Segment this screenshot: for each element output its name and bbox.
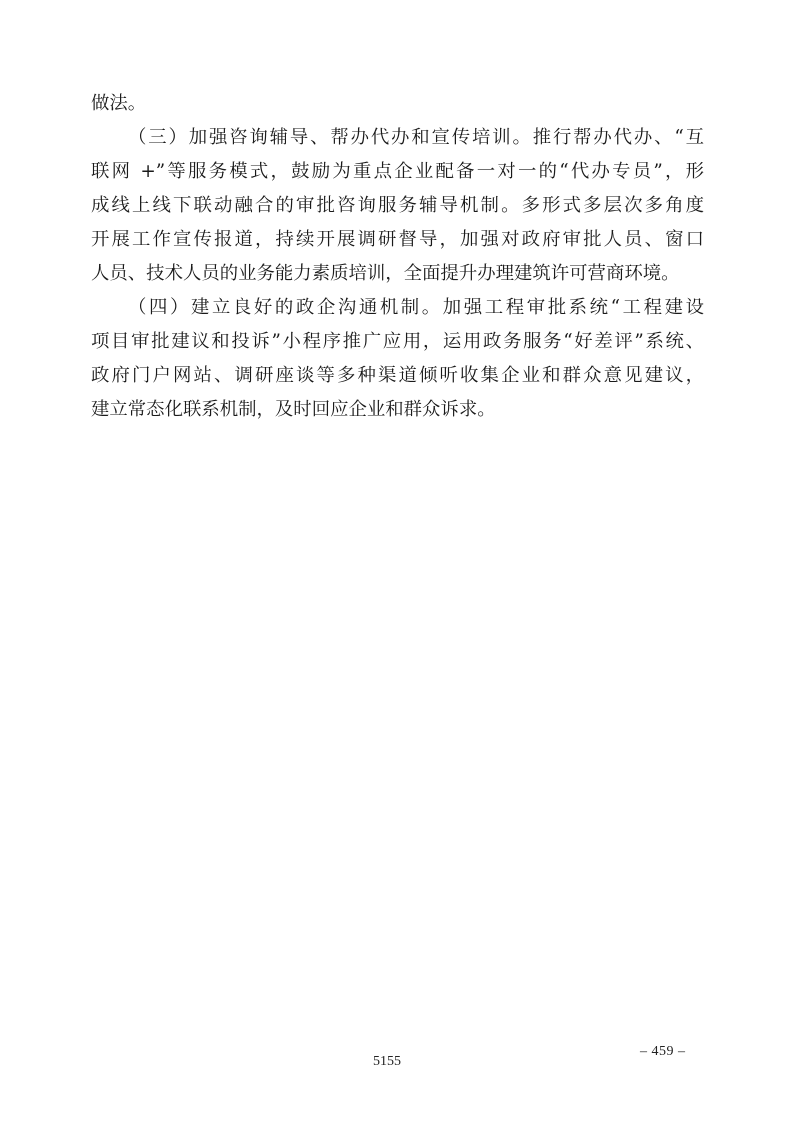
paragraph-heading-line: （三）加强咨询辅导、帮办代办和宣传培训。推行帮办代办、“互: [128, 127, 704, 148]
text-line: 政府门户网站、调研座谈等多种渠道倾听收集企业和群众意见建议，: [91, 365, 704, 386]
page-number-right: – 459 –: [640, 1044, 686, 1059]
body-text: [91, 87, 704, 427]
text-line: 人员、技术人员的业务能力素质培训，全面提升办理建筑许可营商环境。: [91, 263, 680, 284]
text-line: 建立常态化联系机制，及时回应企业和群众诉求。: [91, 399, 496, 420]
paragraph-heading-line: （四）建立良好的政企沟通机制。加强工程审批系统“工程建设: [128, 297, 704, 318]
text-line: 项目审批建议和投诉”小程序推广应用，运用政务服务“好差评”系统、: [91, 331, 704, 352]
text-line: 开展工作宣传报道，持续开展调研督导，加强对政府审批人员、窗口: [91, 229, 704, 250]
text-line: 成线上线下联动融合的审批咨询服务辅导机制。多形式多层次多角度: [91, 195, 704, 216]
page-number-bottom: 5155: [373, 1054, 401, 1069]
text-line: 联网 +”等服务模式，鼓励为重点企业配备一对一的“代办专员”，形: [91, 161, 704, 182]
text-line: 做法。: [91, 93, 147, 114]
